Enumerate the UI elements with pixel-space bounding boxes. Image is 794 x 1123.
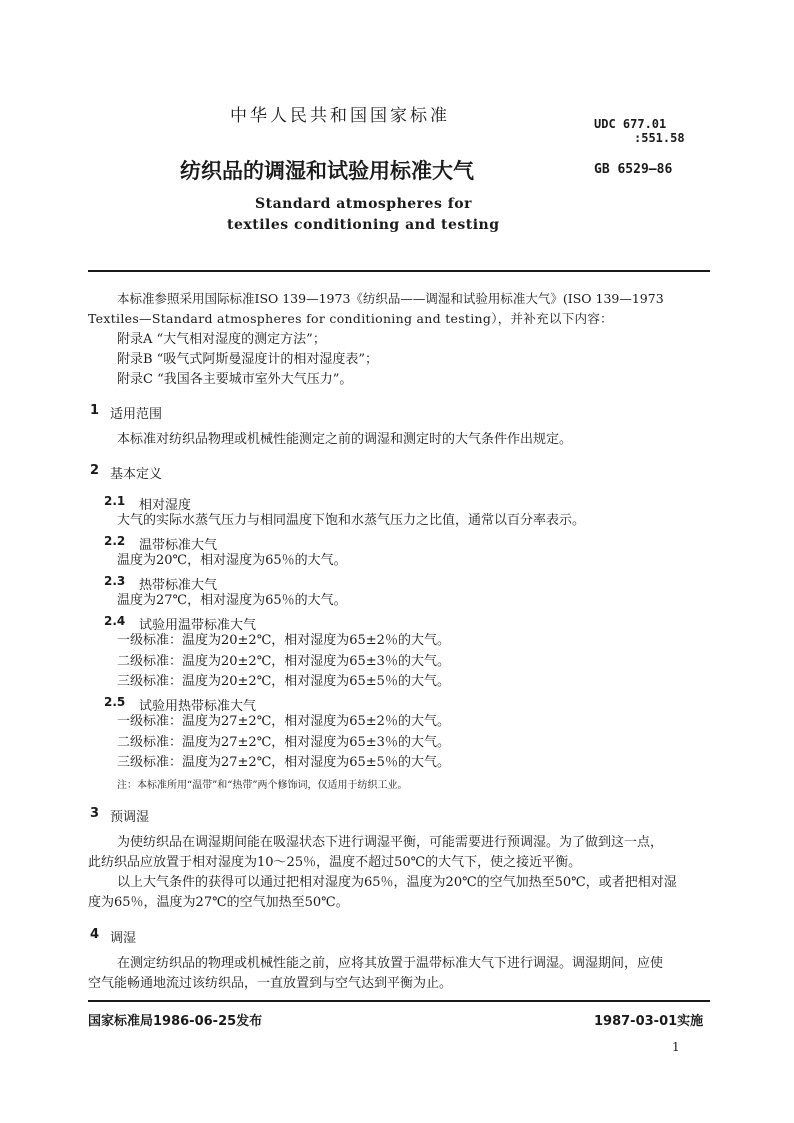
subsection-2-4-number: 2.4 [104,614,126,628]
effective-date: 1987-03-01实施 [594,1014,704,1029]
document-title-cn: 纺织品的调湿和试验用标准大气 [180,159,474,183]
section-2-number: 2 [90,463,100,478]
subsection-2-3-text: 温度为27℃，相对湿度为65％的大气。 [117,593,347,608]
temperate-grade-3: 三级标准：温度为20±2℃，相对湿度为65±5％的大气。 [117,674,450,689]
section-3-p1-line1: 为使纺织品在调湿期间能在吸湿状态下进行调湿平衡，可能需要进行预调湿。为了做到这一点， [117,835,664,850]
gb-standard-code: GB 6529—86 [594,162,673,177]
issuing-country-org: 中华人民共和国国家标准 [230,106,450,126]
subsection-2-5-title: 试验用热带标准大气 [139,699,257,714]
appendix-a: 附录A “大气相对湿度的测定方法”； [117,332,326,347]
subsection-2-2-title: 温带标准大气 [139,538,218,553]
subsection-2-1-text: 大气的实际水蒸气压力与相同温度下饱和水蒸气压力之比值，通常以百分率表示。 [117,513,586,528]
document-title-en-line2: textiles conditioning and testing [227,217,500,233]
temperate-grade-2: 二级标准：温度为20±2℃，相对湿度为65±3％的大气。 [117,654,450,669]
subsection-2-1-number: 2.1 [104,494,126,508]
section-2-title: 基本定义 [110,467,163,482]
footer-divider [88,1000,710,1002]
appendix-c: 附录C “我国各主要城市室外大气压力”。 [117,372,353,387]
appendix-b: 附录B “吸气式阿斯曼湿度计的相对湿度表”； [117,352,378,367]
issued-date: 国家标准局1986-06-25发布 [88,1014,263,1029]
section-3-p2-line2: 度为65％，温度为27℃的空气加热至50℃。 [88,895,349,910]
subsection-2-2-number: 2.2 [104,534,126,548]
section-4-line2: 空气能畅通地流过该纺织品，一直放置到与空气达到平衡为止。 [88,976,453,991]
tropical-grade-3: 三级标准：温度为27±2℃，相对湿度为65±5％的大气。 [117,755,450,770]
subsection-2-5-number: 2.5 [104,695,126,709]
document-title-en-line1: Standard atmospheres for [255,196,472,212]
subsection-2-1-title: 相对湿度 [139,498,192,513]
page-number: 1 [672,1040,680,1054]
udc-code-line1: UDC 677.01 [594,117,667,131]
udc-code-line2: :551.58 [634,131,685,145]
intro-line-2: Textiles—Standard atmospheres for conditioning and testing），并补充以下内容： [88,311,613,326]
section-1-text: 本标准对纺织品物理或机械性能测定之前的调湿和测定时的大气条件作出规定。 [117,432,573,447]
section-1-number: 1 [90,403,100,418]
subsection-2-3-number: 2.3 [104,574,126,588]
section-3-p2-line1: 以上大气条件的获得可以通过把相对湿度为65％，温度为20℃的空气加热至50℃，或者把相对湿 [117,875,677,890]
temperate-grade-1: 一级标准：温度为20±2℃，相对湿度为65±2％的大气。 [117,633,450,648]
section-3-number: 3 [90,806,100,821]
subsection-2-2-text: 温度为20℃，相对湿度为65％的大气。 [117,553,347,568]
tropical-grade-1: 一级标准：温度为27±2℃，相对湿度为65±2％的大气。 [117,714,450,729]
section-1-title: 适用范围 [110,407,163,422]
section-3-title: 预调湿 [110,810,150,825]
section-2-note: 注：本标准所用“温带”和“热带”两个修饰词，仅适用于纺织工业。 [117,780,408,791]
section-4-line1: 在测定纺织品的物理或机械性能之前，应将其放置于温带标准大气下进行调湿。调湿期间，应使 [117,956,664,971]
subsection-2-3-title: 热带标准大气 [139,578,218,593]
header-divider [88,270,710,272]
section-4-title: 调湿 [110,931,137,946]
section-4-number: 4 [90,927,100,942]
section-3-p1-line2: 此纺织品应放置于相对湿度为10～25％，温度不超过50℃的大气下，使之接近平衡。 [88,855,582,870]
intro-line-1: 本标准参照采用国际标准ISO 139—1973《纺织品——调湿和试验用标准大气》(ISO 139—1973 [117,291,664,306]
tropical-grade-2: 二级标准：温度为27±2℃，相对湿度为65±3％的大气。 [117,735,450,750]
subsection-2-4-title: 试验用温带标准大气 [139,618,257,633]
